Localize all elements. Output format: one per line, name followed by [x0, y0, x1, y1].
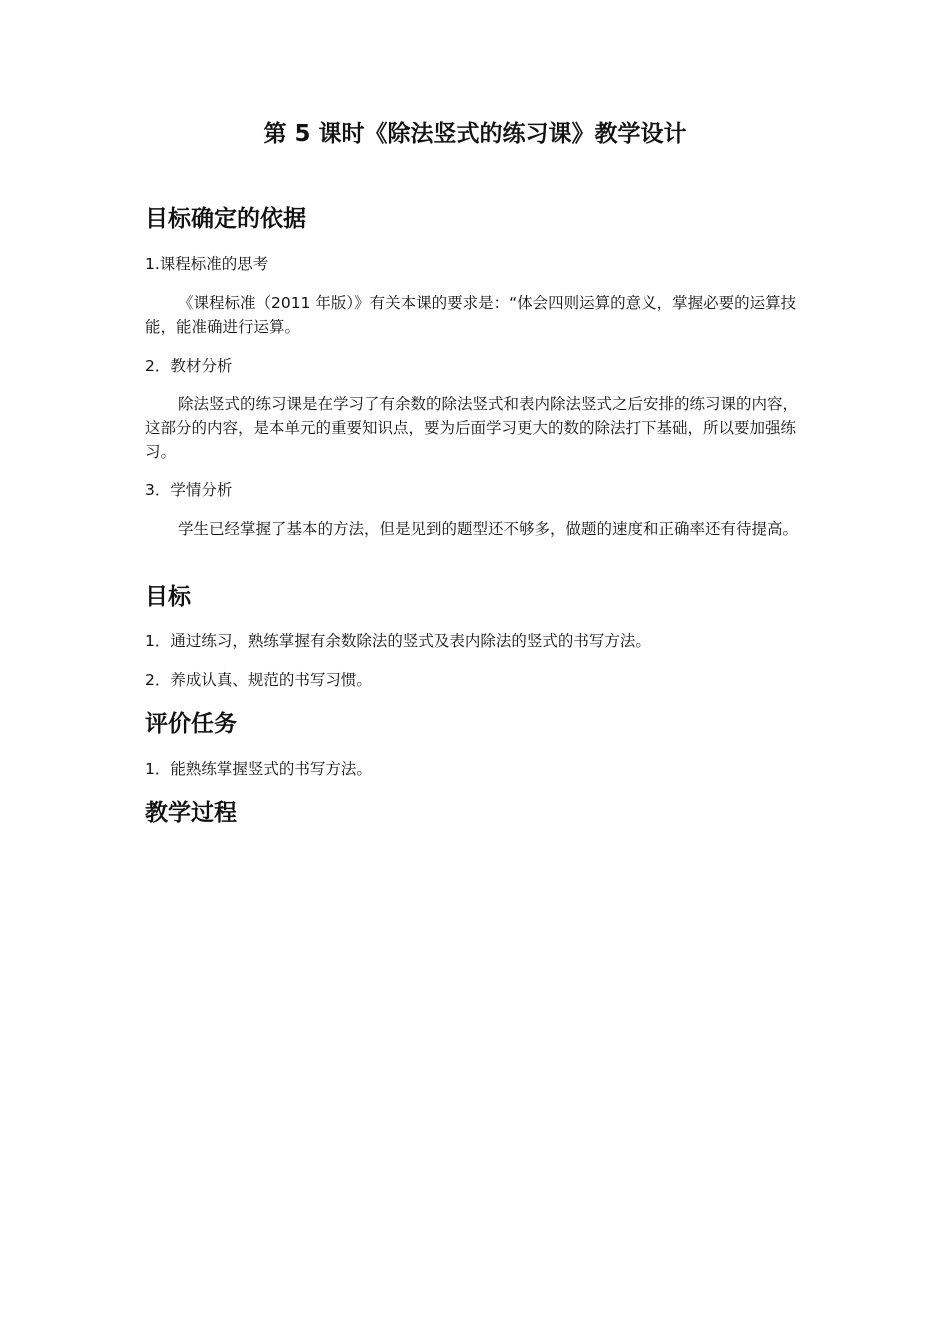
- section-heading-basis: 目标确定的依据: [145, 206, 306, 232]
- document-title: 第 5 课时《除法竖式的练习课》教学设计: [263, 121, 687, 147]
- evaluation-item-1: 1．能熟练掌握竖式的书写方法。: [145, 760, 372, 778]
- basis-item-2-text: 除法竖式的练习课是在学习了有余数的除法竖式和表内除法竖式之后安排的练习课的内容，这部分的内容，是本单元的重要知识点，要为后面学习更大的数的除法打下基础，所以要加强练习。: [145, 395, 799, 461]
- section-heading-evaluation: 评价任务: [145, 711, 237, 737]
- goal-item-1: 1．通过练习，熟练掌握有余数除法的竖式及表内除法的竖式的书写方法。: [145, 632, 651, 650]
- section-heading-process: 教学过程: [145, 800, 237, 826]
- basis-item-3-label: 3．学情分析: [145, 481, 233, 499]
- basis-item-1-text: 《课程标准（2011 年版）》有关本课的要求是：“体会四则运算的意义，掌握必要的运算技能，能准确进行运算。: [145, 294, 797, 336]
- basis-item-2-label: 2．教材分析: [145, 357, 233, 375]
- goal-item-2: 2．养成认真、规范的书写习惯。: [145, 671, 372, 689]
- basis-item-1-label: 1.课程标准的思考: [145, 255, 269, 273]
- section-heading-goals: 目标: [145, 584, 191, 610]
- basis-item-3-text: 学生已经掌握了基本的方法，但是见到的题型还不够多，做题的速度和正确率还有待提高。: [178, 520, 799, 538]
